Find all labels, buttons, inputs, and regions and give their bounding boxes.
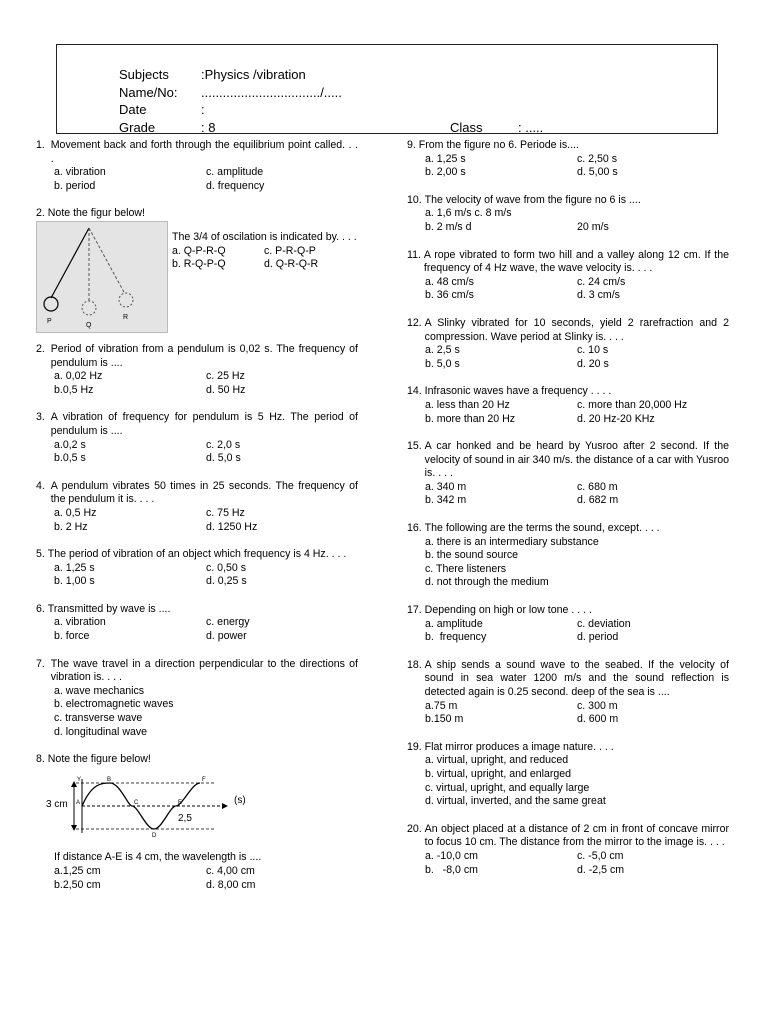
option-d: d. not through the medium: [425, 576, 549, 589]
option-c: c. 25 Hz: [206, 370, 245, 383]
option-b: b. virtual, upright, and enlarged: [425, 767, 572, 780]
option-c: c. more than 20,000 Hz: [577, 398, 688, 411]
question-text: The period of vibration of an object which frequency is 4 Hz. . . .: [47, 548, 347, 561]
option-c: c. transverse wave: [54, 712, 143, 725]
question-number: 8.: [36, 753, 48, 766]
question-5: [36, 548, 358, 589]
question-text: Infrasonic waves have a frequency . . . .: [424, 385, 612, 398]
option-d: d. 3 cm/s: [577, 289, 620, 302]
option-b: b. R-Q-P-Q: [172, 258, 226, 271]
option-c: c. deviation: [577, 617, 631, 630]
question-number: 18.: [407, 658, 425, 671]
question-text: The wave travel in a direction perpendicular to the directions of vibration is. . . .: [50, 657, 358, 684]
subjects-value: :Physics /vibration: [201, 67, 306, 82]
option-a: a. 340 m: [425, 480, 467, 493]
option-a: a. 48 cm/s: [425, 275, 474, 288]
question-9: [407, 139, 729, 180]
option-d: d. 20 Hz-20 KHz: [577, 412, 655, 425]
grade-label: Grade: [119, 120, 156, 135]
option-c: c. 0,50 s: [206, 561, 247, 574]
question-12: [407, 317, 729, 371]
option-d: d. power: [206, 630, 247, 643]
option-b: b. the sound source: [425, 549, 519, 562]
option-d: d. 1250 Hz: [206, 520, 258, 533]
option-d: d. frequency: [206, 179, 265, 192]
option-a: a. 1,25 s: [54, 561, 95, 574]
question-text: A vibration of frequency for pendulum is 5 Hz. The period of pendulum is ....: [50, 411, 358, 437]
option-d: d. 682 m: [577, 494, 619, 507]
option-d: d. 8,00 cm: [206, 878, 256, 891]
option-b: b. 1,00 s: [54, 575, 95, 588]
question-text: Transmitted by wave is ....: [47, 602, 171, 615]
option-b: b. 342 m: [425, 494, 467, 507]
question-text: Flat mirror produces a image nature. . . .: [424, 740, 614, 753]
name-label: Name/No:: [119, 85, 178, 100]
point-f: F: [202, 776, 206, 783]
question-11: [407, 249, 729, 303]
question-number: 4.: [36, 479, 51, 492]
question-8: [36, 753, 358, 892]
question-text: A ship sends a sound wave to the seabed. If the velocity of sound in sea water 1200 m/s and the sound reflection is detected again is 0.25 second. deep of the sea is ....: [424, 658, 729, 698]
option-a: a. 1,25 s: [425, 152, 466, 165]
option-a: a. amplitude: [425, 617, 483, 630]
question-text: The following are the terms the sound, except. . . .: [424, 522, 660, 535]
option-b: b.0,5 Hz: [54, 383, 94, 396]
question-3: [36, 411, 358, 465]
question-7: [36, 658, 358, 740]
option-a: a.1,25 cm: [54, 865, 101, 877]
question-number: 2.: [36, 342, 51, 355]
left-column: [36, 139, 358, 906]
option-b: b. 2 m/s d: [425, 220, 472, 233]
option-b: b. period: [54, 179, 96, 192]
point-d: D: [152, 832, 157, 839]
question-8-followup: If distance A-E is 4 cm, the wavelength is ....: [54, 851, 262, 864]
label-q: Q: [86, 321, 92, 329]
option-d: d. 0,25 s: [206, 575, 247, 588]
point-e: E: [178, 799, 183, 806]
question-number: 3.: [36, 411, 51, 424]
figure-question-text: The 3/4 of oscilation is indicated by. . . .: [172, 230, 357, 243]
option-b: b. -8,0 cm: [425, 863, 478, 876]
question-19: [407, 741, 729, 809]
option-a: a.0,2 s: [54, 438, 86, 451]
option-d: d. 20 s: [577, 357, 609, 370]
question-text: Note the figur below!: [47, 207, 145, 220]
option-b: b. 2 Hz: [54, 520, 88, 533]
option-d: d. -2,5 cm: [577, 863, 625, 876]
option-c: c. amplitude: [206, 166, 264, 179]
option-a: a. vibration: [54, 616, 106, 629]
question-number: 17.: [407, 604, 425, 617]
question-text: Depending on high or low tone . . . .: [424, 604, 592, 617]
option-a: a. 0,5 Hz: [54, 506, 97, 519]
question-number: 12.: [407, 316, 425, 329]
point-y: Y: [77, 776, 82, 783]
question-number: 6.: [36, 602, 48, 615]
option-b: b. frequency: [425, 631, 487, 644]
option-b: b.150 m: [425, 713, 464, 726]
amplitude-label: 3 cm: [46, 798, 68, 810]
question-20: [407, 823, 729, 877]
question-number: 7.: [36, 657, 51, 670]
date-label: Date: [119, 102, 147, 117]
question-number: 10.: [407, 193, 425, 206]
subjects-label: Subjects: [119, 67, 169, 82]
grade-value: : 8: [201, 120, 216, 135]
question-4: [36, 480, 358, 534]
option-d: d. longitudinal wave: [54, 725, 148, 738]
option-d: d. 600 m: [577, 713, 619, 726]
question-text: An object placed at a distance of 2 cm in front of concave mirror to focus 10 cm. The distance from the mirror to the image is. . . .: [424, 822, 729, 849]
option-c: c. 75 Hz: [206, 506, 245, 519]
option-d: d. 50 Hz: [206, 383, 246, 396]
wave-figure: [44, 771, 274, 841]
time-unit: (s): [234, 794, 246, 806]
option-b: b. 36 cm/s: [425, 289, 474, 302]
class-value: : .....: [518, 120, 544, 135]
option-d: d. 5,0 s: [206, 452, 241, 465]
point-c: C: [134, 799, 139, 806]
question-text: A car honked and be heard by Yusroo after 2 second. If the velocity of sound in air 340 m/s. the distance of a car with Yusroo is. . . .: [424, 440, 729, 480]
option-a: a. wave mechanics: [54, 684, 145, 697]
option-b: b. electromagnetic waves: [54, 698, 174, 711]
option-a: a. -10,0 cm: [425, 849, 478, 862]
question-text: The velocity of wave from the figure no 6 is ....: [424, 193, 641, 206]
question-number: 11.: [407, 248, 424, 261]
option-d: 20 m/s: [577, 220, 609, 233]
question-text: A Slinky vibrated for 10 seconds, yield 2 rarefraction and 2 compression. Wave period at Slinky is. . . .: [424, 316, 729, 343]
option-c: c. 680 m: [577, 480, 618, 493]
option-c: c. 300 m: [577, 699, 618, 712]
option-a: a. less than 20 Hz: [425, 398, 510, 411]
question-number: 15.: [407, 440, 425, 453]
question-number: 14.: [407, 385, 425, 398]
label-r: R: [123, 313, 129, 321]
label-p: P: [47, 317, 52, 325]
time-mark: 2,5: [178, 812, 192, 824]
question-number: 19.: [407, 740, 425, 753]
option-b: b.0,5 s: [54, 452, 86, 465]
option-d: d. virtual, inverted, and the same great: [425, 795, 606, 808]
question-18: [407, 659, 729, 727]
option-a: a. 0,02 Hz: [54, 370, 103, 383]
option-c: c. -5,0 cm: [577, 849, 624, 862]
question-number: 16.: [407, 522, 425, 535]
option-a: a. virtual, upright, and reduced: [425, 754, 569, 767]
option-b: b. force: [54, 630, 90, 643]
question-1: [36, 139, 358, 193]
option-c: c. 10 s: [577, 344, 609, 357]
point-b: B: [107, 776, 112, 783]
option-b: b.2,50 cm: [54, 878, 101, 891]
option-c: c. energy: [206, 616, 250, 629]
option-a: a. vibration: [54, 166, 106, 179]
question-16: [407, 522, 729, 590]
right-column: [407, 139, 729, 891]
pendulum-figure: [36, 221, 168, 333]
question-number: 5.: [36, 548, 48, 561]
question-text: Period of vibration from a pendulum is 0,02 s. The frequency of pendulum is ....: [50, 342, 358, 369]
option-b: b. 2,00 s: [425, 166, 466, 179]
question-2-figure: [36, 207, 358, 333]
date-value: :: [201, 102, 205, 117]
option-d: d. Q-R-Q-R: [264, 258, 319, 271]
option-a: a. 1,6 m/s c. 8 m/s: [425, 207, 512, 220]
question-number: 9.: [407, 139, 419, 151]
option-c: c. 24 cm/s: [577, 275, 626, 288]
option-c: c. 4,00 cm: [206, 865, 255, 877]
class-label: Class: [450, 120, 483, 135]
option-c: c. There listeners: [425, 562, 507, 575]
question-number: 2.: [36, 207, 48, 220]
question-text: From the figure no 6. Periode is....: [418, 139, 579, 151]
question-17: [407, 604, 729, 645]
question-text: A pendulum vibrates 50 times in 25 seconds. The frequency of the pendulum it is. . . .: [50, 479, 358, 506]
option-c: c. 2,0 s: [206, 438, 241, 451]
question-6: [36, 603, 358, 644]
question-15: [407, 440, 729, 508]
option-c: c. 2,50 s: [577, 152, 618, 165]
option-a: a. there is an intermediary substance: [425, 535, 599, 548]
option-a: a. Q-P-R-Q: [172, 244, 226, 257]
name-value: ................................./.....: [201, 85, 342, 100]
option-d: d. period: [577, 631, 619, 644]
question-number: 20.: [407, 822, 425, 835]
question-14: [407, 385, 729, 426]
option-c: c. P-R-Q-P: [264, 244, 316, 257]
option-d: d. 5,00 s: [577, 166, 618, 179]
option-a: a. 2,5 s: [425, 344, 460, 357]
option-c: c. virtual, upright, and equally large: [425, 781, 590, 794]
question-number: 1.: [36, 139, 51, 151]
question-10: [407, 194, 729, 235]
option-b: b. more than 20 Hz: [425, 412, 516, 425]
point-a: A: [76, 799, 81, 806]
question-2: [36, 343, 358, 397]
question-text: A rope vibrated to form two hill and a valley along 12 cm. If the frequency of 4 Hz wave, the wave velocity is. . . .: [423, 248, 729, 275]
option-a: a.75 m: [425, 699, 458, 712]
option-b: b. 5,0 s: [425, 357, 460, 370]
question-text: Note the figure below!: [47, 753, 151, 766]
question-text: Movement back and forth through the equilibrium point called. . . .: [50, 139, 358, 165]
